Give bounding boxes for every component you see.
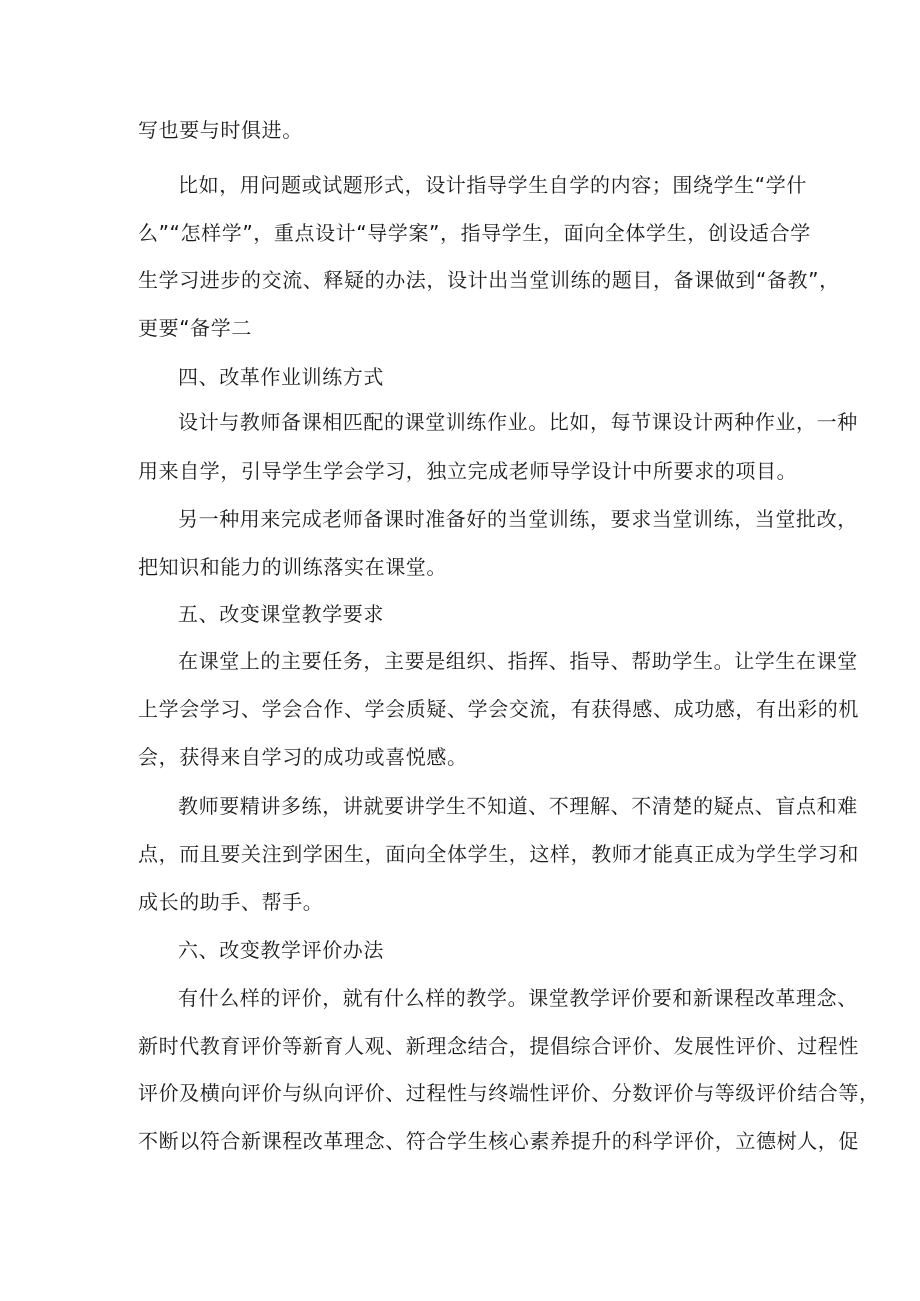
section-heading: 六、改变教学评价办法 — [178, 938, 384, 962]
text-line: 教师要精讲多练，讲就要讲学生不知道、不理解、不清楚的疑点、盲点和难 — [178, 794, 858, 818]
text-line: 写也要与时俱进。 — [138, 118, 303, 142]
text-line: 另一种用来完成老师备课时准备好的当堂训练，要求当堂训练，当堂批改， — [178, 507, 858, 531]
text-line: 在课堂上的主要任务，主要是组织、指挥、指导、帮助学生。让学生在课堂 — [178, 649, 858, 673]
text-line: 用来自学，引导学生学会学习，独立完成老师导学设计中所要求的项目。 — [138, 459, 798, 483]
section-heading: 五、改变课堂教学要求 — [178, 602, 384, 626]
text-line: 点，而且要关注到学困生，面向全体学生，这样，教师才能真正成为学生学习和 — [138, 842, 859, 866]
text-line: 有什么样的评价，就有什么样的教学。课堂教学评价要和新课程改革理念、 — [178, 986, 858, 1010]
text-line: 么”“怎样学”，重点设计“导学案”，指导学生，面向全体学生，创设适合学 — [138, 221, 811, 245]
text-line: 更要“备学二 — [138, 316, 252, 340]
text-line: 不断以符合新课程改革理念、符合学生核心素养提升的科学评价，立德树人，促 — [138, 1129, 859, 1153]
text-line: 评价及横向评价与纵向评价、过程性与终端性评价、分数评价与等级评价结合等， — [138, 1081, 880, 1105]
text-line: 新时代教育评价等新育人观、新理念结合，提倡综合评价、发展性评价、过程性 — [138, 1034, 859, 1058]
section-heading: 四、改革作业训练方式 — [178, 365, 384, 389]
text-line: 设计与教师备课相匹配的课堂训练作业。比如，每节课设计两种作业，一种 — [178, 410, 858, 434]
text-line: 上学会学习、学会合作、学会质疑、学会交流，有获得感、成功感，有出彩的机 — [138, 697, 859, 721]
text-line: 比如，用问题或试题形式，设计指导学生自学的内容；围绕学生“学什 — [178, 173, 807, 197]
text-line: 生学习进步的交流、释疑的办法，设计出当堂训练的题目，备课做到“备教”， — [138, 268, 840, 292]
text-line: 会，获得来自学习的成功或喜悦感。 — [138, 745, 468, 769]
text-line: 成长的助手、帮手。 — [138, 890, 324, 914]
text-line: 把知识和能力的训练落实在课堂。 — [138, 555, 447, 579]
